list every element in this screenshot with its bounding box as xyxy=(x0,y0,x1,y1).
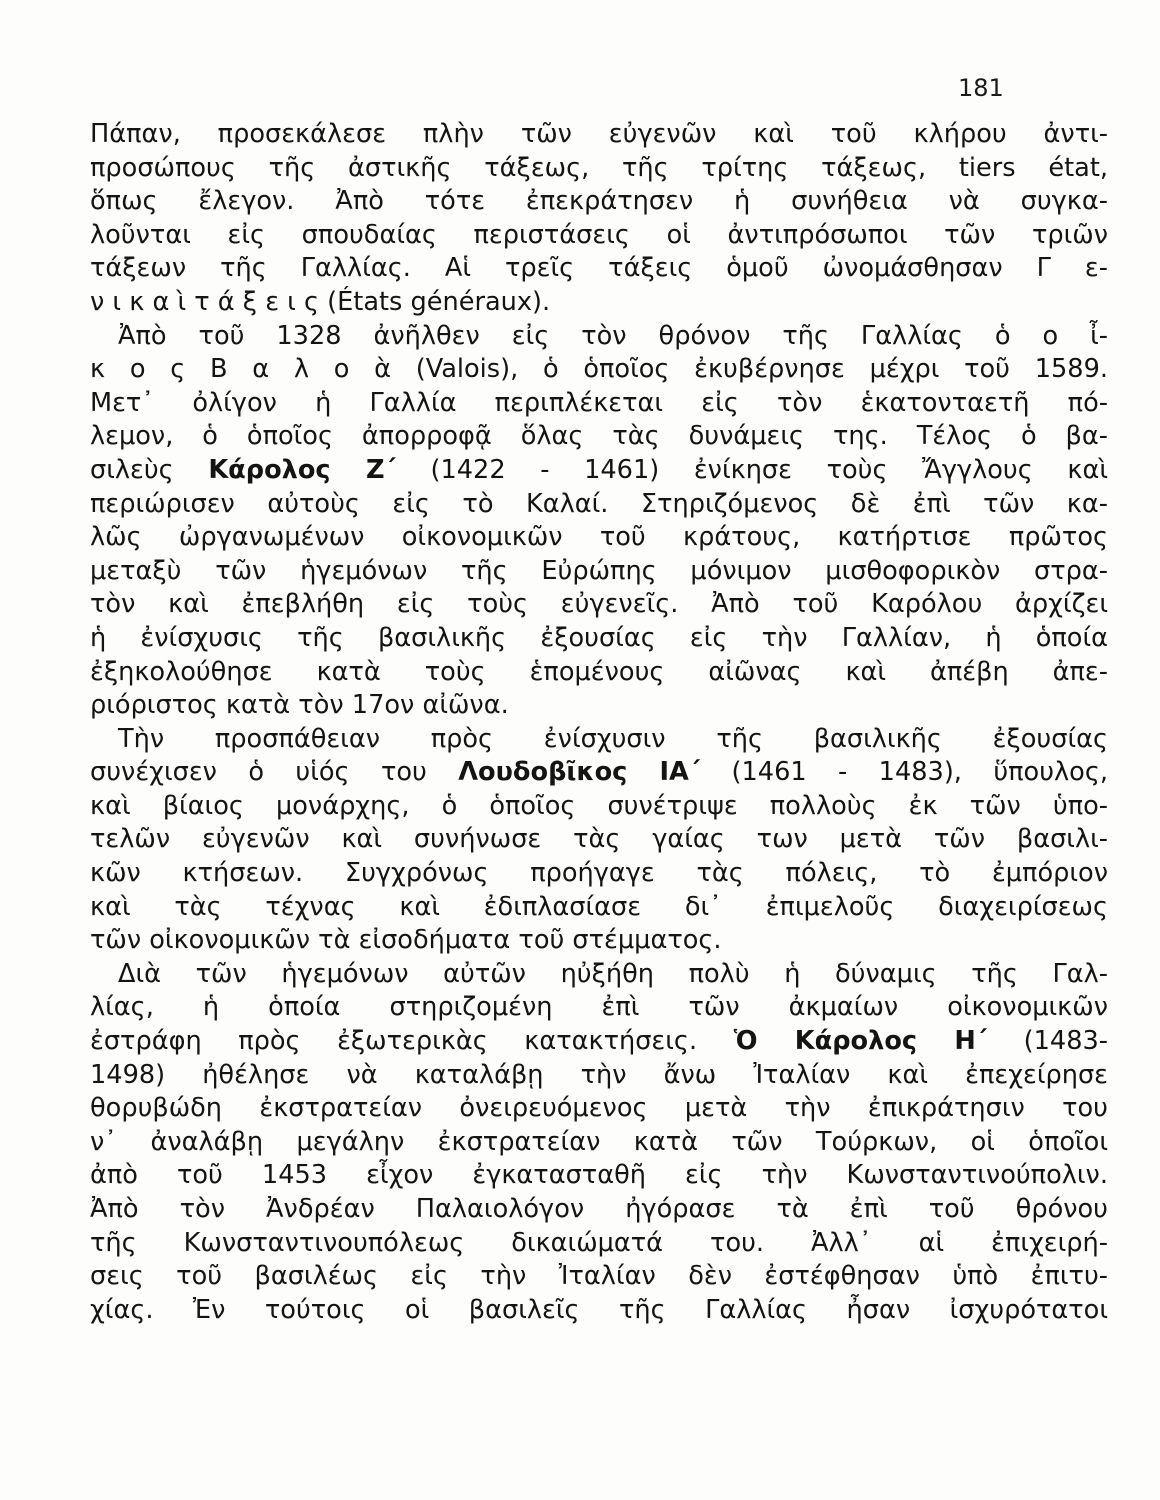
text-segment: ἀπὸ τοῦ 1453 εἶχον ἐγκατασταθῆ εἰς τὴν Κωνσταντινούπολιν. xyxy=(90,1160,1108,1191)
text-segment: τῆς Κωνσταντινουπόλεως δικαιώματά του. Ἀλλ᾽ αἱ ἐπιχειρή- xyxy=(90,1227,1108,1258)
text-line xyxy=(90,118,1108,152)
text-segment: λίας, ἡ ὁποία στηριζομένη ἐπὶ τῶν ἀκμαίων οἰκονομικῶν xyxy=(90,992,1108,1023)
text-line xyxy=(90,723,1108,757)
text-line xyxy=(90,924,1108,958)
text-line xyxy=(90,1092,1108,1126)
text-line xyxy=(90,1159,1108,1193)
text-line xyxy=(90,420,1108,454)
text-segment: τὸν καὶ ἐπεβλήθη εἰς τοὺς εὐγενεῖς. Ἀπὸ τοῦ Καρόλου ἀρχίζει xyxy=(90,589,1108,620)
text-segment: Διὰ τῶν ἡγεμόνων αὐτῶν ηὐξήθη πολὺ ἡ δύναμις τῆς Γαλ- xyxy=(118,958,1108,989)
bold-name: Κάρολος Ζ΄ xyxy=(208,454,396,485)
text-segment: ἡ ἐνίσχυσις τῆς βασιλικῆς ἐξουσίας εἰς τὴν Γαλλίαν, ἡ ὁποία xyxy=(90,622,1108,653)
text-segment: προσώπους τῆς ἀστικῆς τάξεως, τῆς τρίτης τάξεως, tiers état, xyxy=(90,152,1108,183)
text-segment: Ἀπὸ τοῦ 1328 ἀνῆλθεν εἰς τὸν θρόνον τῆς Γαλλίας ὁ ο ἶ- xyxy=(118,320,1108,351)
text-segment: τῶν οἰκονομικῶν τὰ εἰσοδήματα τοῦ στέμματος. xyxy=(90,925,722,956)
text-line xyxy=(90,454,1108,488)
text-segment: ὅπως ἔλεγον. Ἀπὸ τότε ἐπεκράτησεν ἡ συνήθεια νὰ συγκα- xyxy=(90,186,1108,217)
bold-name: Λουδοβῖκος ΙΑ΄ xyxy=(458,757,701,788)
text-line xyxy=(90,286,1108,320)
text-line xyxy=(90,185,1108,219)
text-segment: τάξεων τῆς Γαλλίας. Αἱ τρεῖς τάξεις ὁμοῦ ὠνομάσθησαν Γ ε- xyxy=(90,253,1108,284)
text-segment: τελῶν εὐγενῶν καὶ συνήνωσε τὰς γαίας των μετὰ τῶν βασιλι- xyxy=(90,824,1108,855)
text-line xyxy=(90,756,1108,790)
text-line xyxy=(90,488,1108,522)
text-line xyxy=(90,1227,1108,1261)
text-segment: (1483- xyxy=(987,1026,1108,1057)
text-segment: ν ι κ α ὶ τ ά ξ ε ι ς (États généraux). xyxy=(90,286,551,317)
text-segment: καὶ τὰς τέχνας καὶ ἐδιπλασίασε δι᾽ ἐπιμελοῦς διαχειρίσεως xyxy=(90,891,1108,922)
text-segment: θορυβώδη ἐκστρατείαν ὀνειρευόμενος μετὰ τὴν ἐπικράτησιν του xyxy=(90,1093,1108,1124)
text-line xyxy=(90,1193,1108,1227)
text-segment: λεμον, ὁ ὁποῖος ἀπορροφᾷ ὅλας τὰς δυνάμεις της. Τέλος ὁ βα- xyxy=(90,421,1108,452)
text-segment: 1498) ἠθέλησε νὰ καταλάβῃ τὴν ἄνω Ἰταλίαν καὶ ἐπεχείρησε xyxy=(90,1059,1108,1090)
text-segment: σιλεὺς xyxy=(90,454,209,485)
text-segment: ἐστράφη πρὸς ἐξωτερικὰς κατακτήσεις. xyxy=(90,1026,734,1057)
text-line xyxy=(90,252,1108,286)
text-line xyxy=(90,857,1108,891)
text-line xyxy=(90,891,1108,925)
text-line xyxy=(90,219,1108,253)
text-line xyxy=(90,1059,1108,1093)
text-line xyxy=(90,320,1108,354)
text-line xyxy=(90,1260,1108,1294)
body-text xyxy=(90,118,1108,1327)
text-segment: περιώρισεν αὐτοὺς εἰς τὸ Καλαί. Στηριζόμενος δὲ ἐπὶ τῶν κα- xyxy=(90,488,1108,519)
text-line xyxy=(90,387,1108,421)
text-line xyxy=(90,1025,1108,1059)
bold-name: Ὁ Κάρολος Η΄ xyxy=(733,1026,988,1057)
text-line xyxy=(90,1126,1108,1160)
text-segment: (1461 - 1483), ὕπουλος, xyxy=(700,757,1108,788)
text-segment: (1422 - 1461) ἐνίκησε τοὺς Ἄγγλους καὶ xyxy=(395,454,1108,485)
text-line xyxy=(90,152,1108,186)
text-line xyxy=(90,823,1108,857)
text-segment: Ἀπὸ τὸν Ἀνδρέαν Παλαιολόγον ἠγόρασε τὰ ἐπὶ τοῦ θρόνου xyxy=(90,1194,1108,1224)
text-segment: Μετ᾽ ὀλίγον ἡ Γαλλία περιπλέκεται εἰς τὸν ἑκατονταετῆ πό- xyxy=(90,387,1108,418)
text-line xyxy=(90,958,1108,992)
text-segment: κῶν κτήσεων. Συγχρόνως προήγαγε τὰς πόλεις, τὸ ἐμπόριον xyxy=(90,858,1108,889)
text-segment: καὶ βίαιος μονάρχης, ὁ ὁποῖος συνέτριψε πολλοὺς ἐκ τῶν ὑπο- xyxy=(90,790,1108,821)
text-line xyxy=(90,689,1108,723)
text-segment: κ ο ς Β α λ ο ὰ (Valois), ὁ ὁποῖος ἐκυβέρνησε μέχρι τοῦ 1589. xyxy=(90,354,1108,385)
text-line xyxy=(90,353,1108,387)
page-number: 181 xyxy=(958,74,1004,102)
text-segment: ἐξηκολούθησε κατὰ τοὺς ἑπομένους αἰῶνας καὶ ἀπέβη ἀπε- xyxy=(90,656,1108,687)
text-segment: σεις τοῦ βασιλέως εἰς τὴν Ἰταλίαν δὲν ἐστέφθησαν ὑπὸ ἐπιτυ- xyxy=(90,1261,1108,1292)
text-segment: λῶς ὠργανωμένων οἰκονομικῶν τοῦ κράτους, κατήρτισε πρῶτος xyxy=(90,522,1108,553)
text-line xyxy=(90,1294,1108,1328)
text-segment: συνέχισεν ὁ υἱός του xyxy=(90,757,459,788)
text-line xyxy=(90,588,1108,622)
text-line xyxy=(90,622,1108,656)
text-line xyxy=(90,991,1108,1025)
text-segment: χίας. Ἐν τούτοις οἱ βασιλεῖς τῆς Γαλλίας ἦσαν ἰσχυρότατοι xyxy=(90,1294,1108,1325)
text-segment: ν᾽ ἀναλάβῃ μεγάλην ἐκστρατείαν κατὰ τῶν Τούρκων, οἱ ὁποῖοι xyxy=(90,1126,1108,1157)
text-segment: Πάπαν, προσεκάλεσε πλὴν τῶν εὐγενῶν καὶ τοῦ κλήρου ἀντι- xyxy=(90,119,1108,149)
text-segment: ριόριστος κατὰ τὸν 17ον αἰῶνα. xyxy=(90,690,509,721)
text-line xyxy=(90,656,1108,690)
text-line xyxy=(90,555,1108,589)
text-line xyxy=(90,790,1108,824)
text-segment: μεταξὺ τῶν ἡγεμόνων τῆς Εὐρώπης μόνιμον μισθοφορικὸν στρα- xyxy=(90,555,1108,586)
text-line xyxy=(90,521,1108,555)
text-segment: Τὴν προσπάθειαν πρὸς ἐνίσχυσιν τῆς βασιλικῆς ἐξουσίας xyxy=(118,723,1108,754)
text-segment: λοῦνται εἰς σπουδαίας περιστάσεις οἱ ἀντιπρόσωποι τῶν τριῶν xyxy=(90,219,1108,250)
